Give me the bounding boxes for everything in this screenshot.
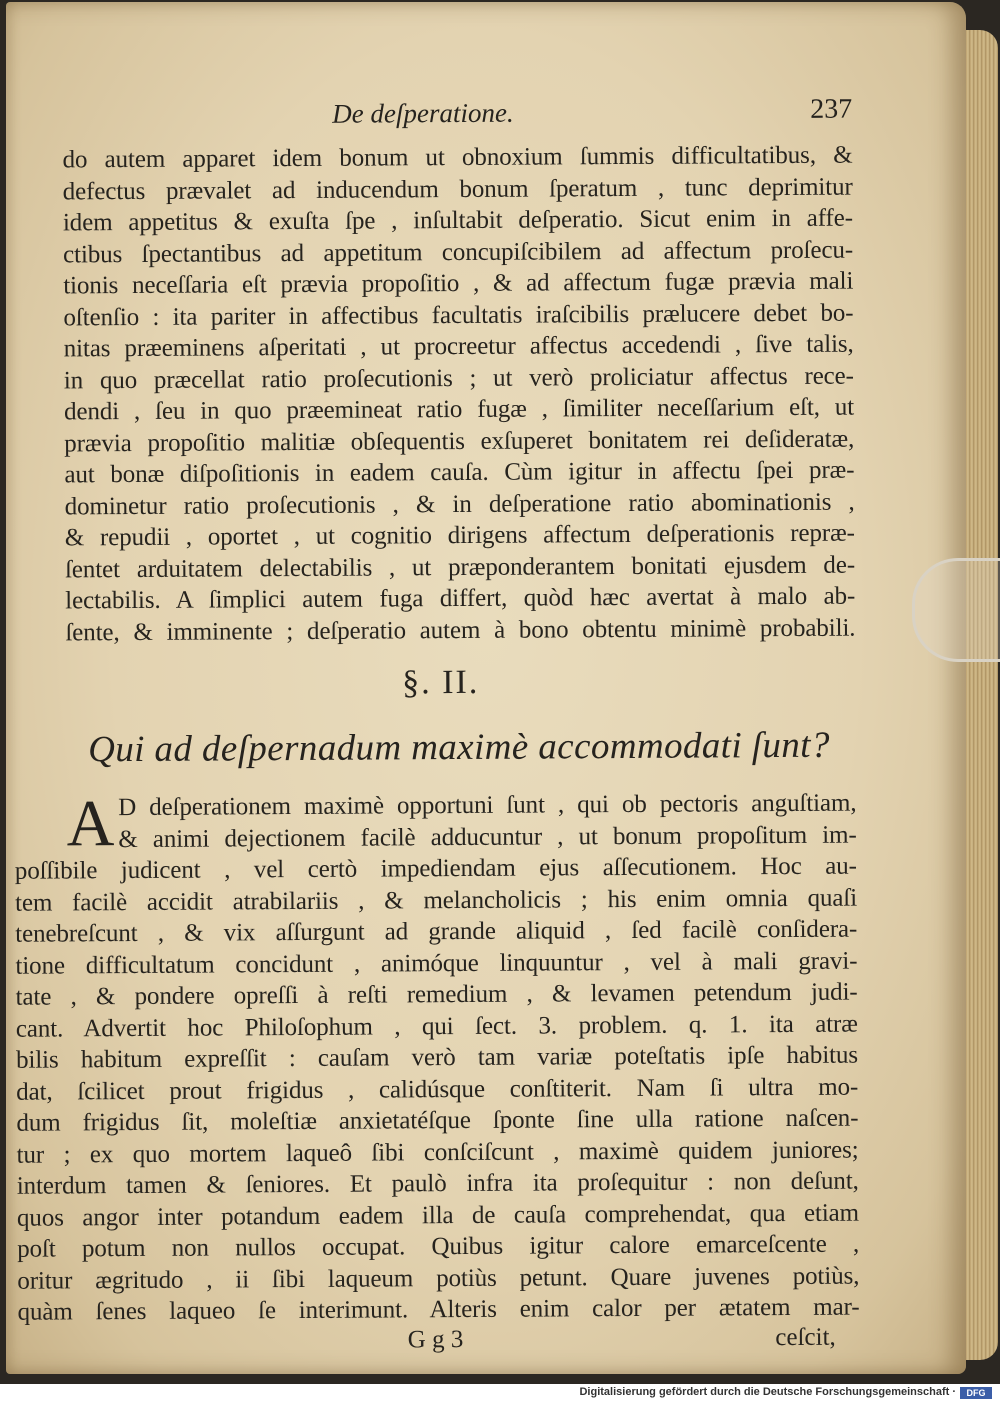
text-line: & repudii , oportet , ut cognitio dirigens affectum deſperationis repræ- (64, 519, 855, 552)
text-line: idem appetitus & exuſta ſpe , inſultabit deſperatio. Sicut enim in affe- (62, 204, 853, 237)
text-line: aut bonæ diſpoſitionis in eadem cauſa. Cùm igitur in affectu ſpei præ- (64, 456, 855, 489)
digitization-footer (0, 1384, 1000, 1402)
text-line: defectus prævalet ad inducendum bonum ſperatum , tunc deprimitur (62, 173, 853, 205)
signature-mark: G g 3 (407, 1325, 464, 1353)
signature-line (70, 1323, 860, 1362)
running-header (62, 94, 852, 145)
text-line: & animi dejectionem facilè adducuntur , ut bonum propoſitum im- (118, 821, 857, 853)
text-line: poſſibile judicent , vel certò impediendam ejus aſſecutionem. Hoc au- (14, 852, 857, 885)
text-line: nitas præeminens aſperitati , ut procreetur affectus accedendi , ſive talis, (63, 330, 854, 363)
paragraph-1 (62, 140, 855, 649)
text-line: dominetur ratio proſecutionis , & in deſperatione ratio abominationis , (64, 488, 855, 520)
section-number: §. II. (402, 663, 480, 702)
text-line: tione difficultatum concidunt , animóque linquuntur , vel à mali gravi- (15, 947, 858, 980)
text-line: cant. Advertit hoc Philoſophum , qui ſect. 3. problem. q. 1. ita atræ (15, 1010, 858, 1043)
text-line: dum frigidus ſit, moleſtiæ anxietatéſque ſponte ſine ulla ratione naſcen- (16, 1104, 859, 1137)
text-line: oritur ægritudo , ii ſibi laqueum potiùs petunt. Quare juvenes potiùs, (17, 1262, 860, 1295)
text-line: in quo præcellat ratio proſecutionis ; ut verò proliciatur affectus rece- (63, 362, 854, 394)
text-line: dat, ſcilicet prout frigidus , calidúsque conſtiterit. Nam ſi ultra mo- (16, 1073, 859, 1106)
drop-cap: A (66, 787, 115, 861)
text-line: bilis habitum expreſſit : cauſam verò tam variæ poteſtatis ipſe habitus (15, 1041, 859, 1074)
text-line: ſente, & imminente ; deſperatio autem à bono obtentu minimè probabili. (65, 614, 856, 646)
footer-credit: Digitalisierung gefördert durch die Deutsche Forschungsgemeinschaft · (579, 1386, 956, 1398)
text-line: dendi , ſeu in quo præemineat ratio fugæ , ſimiliter neceſſarium eſt, ut (63, 393, 855, 426)
page-text (14, 93, 860, 1362)
paragraph-2 (14, 787, 860, 1328)
text-line: do autem apparet idem bonum ut obnoxium ſummis difficultatibus, & (62, 141, 853, 174)
page-clip (912, 558, 1000, 662)
text-line: oſtenſio : ita pariter in affectibus facultatis iraſcibilis prælucere debet bo- (63, 299, 854, 331)
running-title: De deſperatione. (332, 97, 514, 129)
text-line: quàm ſenes laqueo ſe interimunt. Alteris enim calor per ætatem mar- (17, 1293, 860, 1326)
page-number: 237 (810, 93, 853, 125)
dfg-logo: DFG (960, 1387, 992, 1399)
text-line: interdum tamen & ſeniores. Et paulò infra ita proſequitur : non deſunt, (16, 1167, 859, 1200)
text-line: D deſperationem maximè opportuni ſunt , qui ob pectoris anguſtiam, (118, 789, 857, 822)
text-line: tem facilè accidit atrabilariis , & melancholicis ; his enim omnia quaſi (14, 884, 858, 917)
text-line: prævia propoſitio malitiæ obſequentis exſuperet bonitatem rei deſideratæ, (64, 425, 855, 457)
text-line: poſt potum non nullos occupat. Quibus igitur calore emarceſcente , (17, 1230, 860, 1263)
text-line: tate , & pondere opreſſi à reſti remedium , & levamen petendum judi- (15, 978, 858, 1011)
catchword: ceſcit, (775, 1323, 836, 1351)
paragraph-2-lines (14, 788, 860, 1328)
text-line: ſentet arduitatem delectabilis , ut præponderantem bonitati ejusdem de- (64, 551, 856, 583)
text-line: tur ; ex quo mortem laqueô ſibi conſciſcunt , maximè quidem juniores; (16, 1136, 859, 1169)
text-line: ctibus ſpectantibus ad appetitum concupiſcibilem ad affectum proſecu- (63, 236, 854, 268)
text-line: tionis neceſſaria eſt prævia propoſitio , & ad affectum fugæ prævia mali (63, 267, 854, 300)
text-line: tenebreſcunt , & vix aſſurgunt ad grande aliquid , ſed facilè conſidera- (15, 915, 858, 948)
text-line: lectabilis. A ſimplici autem fuga differt, quòd hæc avertat à malo ab- (65, 582, 856, 615)
section-title: Qui ad deſpernadum maximè accommodati ſunt? (88, 724, 830, 771)
text-line: quos angor inter potandum eadem illa de cauſa comprehendat, qua etiam (16, 1199, 860, 1232)
